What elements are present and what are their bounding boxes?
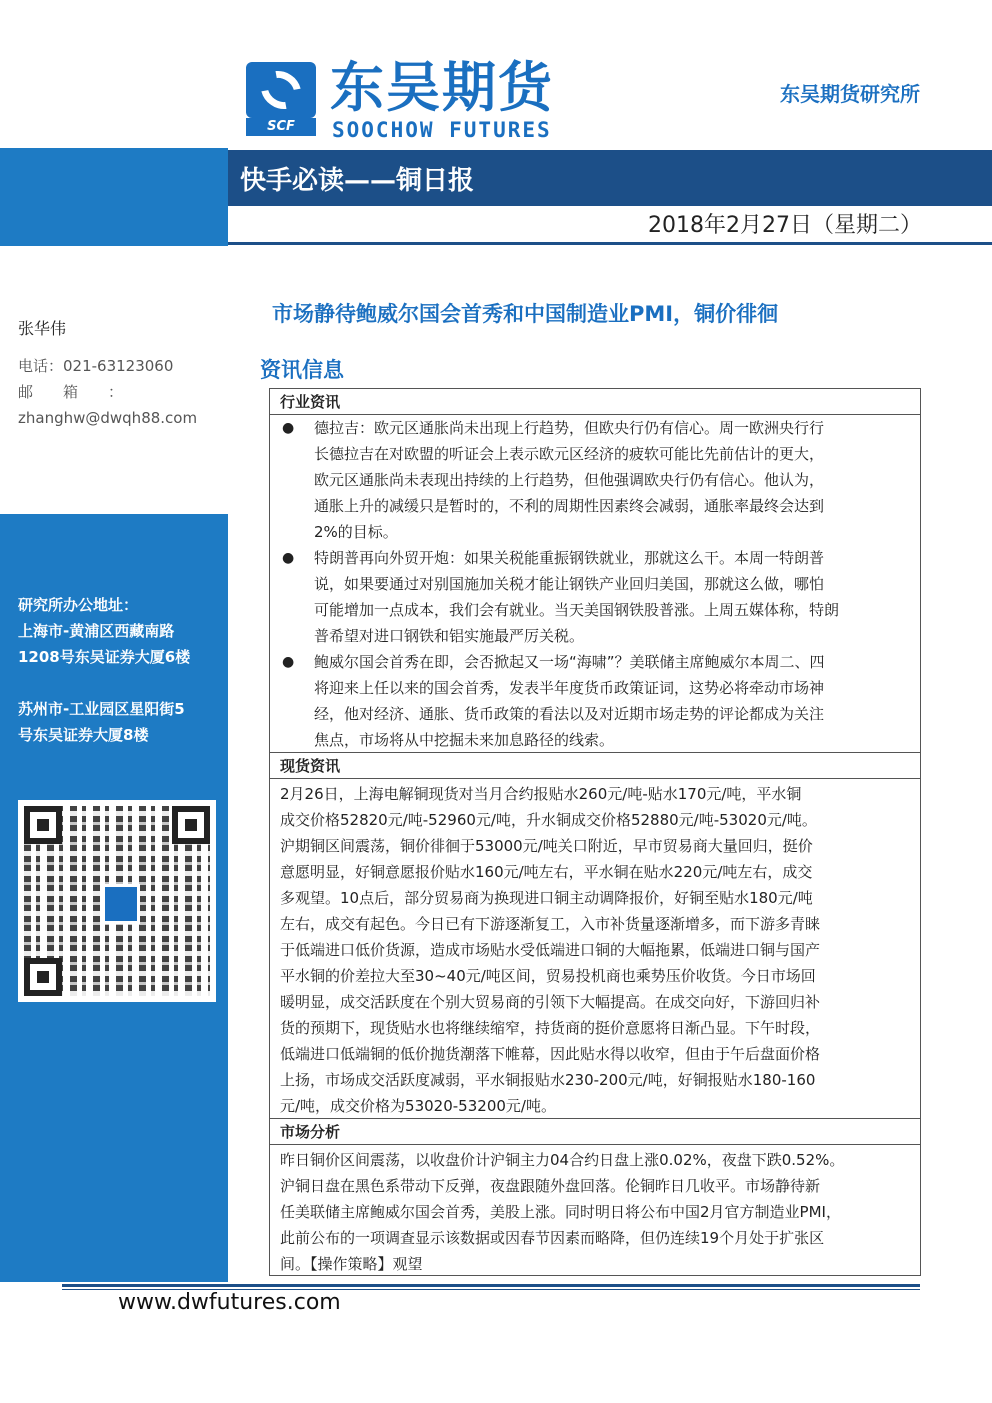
industry-item-line: 2%的目标。 <box>314 523 398 541</box>
industry-item-line: 通胀上升的减缓只是暂时的，不利的周期性因素终会减弱，通胀率最终会达到 <box>314 497 825 515</box>
brand-logo <box>246 56 586 142</box>
date-divider <box>228 242 992 245</box>
scf-logo-icon <box>246 62 316 118</box>
market-line: 昨日铜价区间震荡，以收盘价计沪铜主力04合约日盘上涨0.02%，夜盘下跌0.52%。 <box>280 1151 845 1169</box>
email-label: 邮 箱 ： <box>18 383 124 401</box>
market-line: 任美联储主席鲍威尔国会首秀，美股上涨。同时明日将公布中国2月官方制造业PMI， <box>280 1203 841 1221</box>
spot-line: 货的预期下，现货贴水也将继续缩窄，持货商的挺价意愿将日渐凸显。下午时段， <box>280 1019 821 1037</box>
header-institute: 东吴期货研究所 <box>780 82 920 106</box>
spot-line: 成交价格52820元/吨-52960元/吨，升水铜成交价格52880元/吨-53020元/吨。 <box>280 811 817 829</box>
address1-line1: 上海市-黄浦区西藏南路 <box>18 622 175 640</box>
logo-english: SOOCHOW FUTURES <box>332 118 552 142</box>
industry-item-line: 鲍威尔国会首秀在即，会否掀起又一场“海啸”？美联储主席鲍威尔本周二、四 <box>314 653 825 671</box>
spot-line: 2月26日，上海电解铜现货对当月合约报贴水260元/吨-贴水170元/吨，平水铜 <box>280 785 802 803</box>
industry-item-line: 德拉吉：欧元区通胀尚未出现上行趋势，但欧央行仍有信心。周一欧洲央行行 <box>314 419 825 437</box>
industry-item-line: 可能增加一点成本，我们会有就业。当天美国钢铁股普涨。上周五媒体称，特朗 <box>314 601 840 619</box>
spot-line: 低端进口低端铜的低价抛货潮落下帷幕，因此贴水得以收窄，但由于午后盘面价格 <box>280 1045 821 1063</box>
qr-code-icon <box>18 800 216 1002</box>
analyst-name: 张华伟 <box>18 319 67 338</box>
sidebar-institute: 东吴期货研究所 <box>18 267 137 287</box>
bullet-icon: ● <box>282 550 295 566</box>
analyst-phone: 电话：021-63123060 <box>18 357 174 375</box>
industry-item-line: 焦点，市场将从中挖掘未来加息路径的线索。 <box>314 731 615 749</box>
market-line: 沪铜日盘在黑色系带动下反弹，夜盘跟随外盘回落。伦铜昨日几收平。市场静待新 <box>280 1177 821 1195</box>
spot-line: 于低端进口低价货源，造成市场贴水受低端进口铜的大幅拖累，低端进口铜与国产 <box>280 941 821 959</box>
industry-item-line: 普希望对进口钢铁和铝实施最严厉关税。 <box>314 627 585 645</box>
industry-item-line: 将迎来上任以来的国会首秀，发表半年度货币政策证词，这势必将牵动市场神 <box>314 679 825 697</box>
spot-line: 平水铜的价差拉大至30~40元/吨区间，贸易投机商也乘势压价收货。今日市场回 <box>280 967 816 985</box>
footer-url[interactable]: www.dwfutures.com <box>118 1290 341 1315</box>
spot-line: 意愿明显，好铜意愿报价贴水160元/吨左右，平水铜在贴水220元/吨左右，成交 <box>280 863 813 881</box>
spot-line: 上扬，市场成交活跃度减弱，平水铜报贴水230-200元/吨，好铜报贴水180-160 <box>280 1071 816 1089</box>
report-title: 快手必读——铜日报 <box>240 166 475 196</box>
spot-line: 沪期铜区间震荡，铜价徘徊于53000元/吨关口附近，早市贸易商大量回归，挺价 <box>280 837 813 855</box>
spot-line: 左右，成交有起色。今日已有下游逐渐复工，入市补货量逐渐增多，而下游多青睐 <box>280 915 821 933</box>
risk-warning: 期市有风险，入市需谨慎！ <box>18 480 199 498</box>
industry-item-line: 欧元区通胀尚未表现出持续的上行趋势，但他强调欧央行仍有信心。他认为， <box>314 471 825 489</box>
address2-line1: 苏州市-工业园区星阳街5 <box>18 700 185 718</box>
address2-line2: 号东吴证券大厦8楼 <box>18 726 149 744</box>
bullet-icon: ● <box>282 654 295 670</box>
logo-mark-text: SCF <box>246 118 316 136</box>
footer-divider <box>62 1284 920 1287</box>
address-label: 研究所办公地址： <box>18 596 139 614</box>
analyst-email[interactable]: zhanghw@dwqh88.com <box>18 409 198 427</box>
sidebar-white-top <box>0 0 228 148</box>
spot-line: 多观望。10点后，部分贸易商为换现进口铜主动调降报价，好铜至贴水180元/吨 <box>280 889 813 907</box>
logo-chinese: 东吴期货 <box>330 56 554 119</box>
industry-item-line: 说，如果要通过对别国施加关税才能让钢铁产业回归美国，那就这么做，哪怕 <box>314 575 825 593</box>
spot-line: 元/吨，成交价格为53020-53200元/吨。 <box>280 1097 556 1115</box>
scf-logo-icon <box>102 884 140 924</box>
industry-item-line: 特朗普再向外贸开炮：如果关税能重振钢铁就业，那就这么干。本周一特朗普 <box>314 549 825 567</box>
report-date: 2018年2月27日（星期二） <box>648 213 922 238</box>
report-banner <box>228 150 992 206</box>
bullet-icon: ● <box>282 420 295 436</box>
spot-line: 暖明显，成交活跃度在个别大贸易商的引领下大幅提高。在成交向好，下游回归补 <box>280 993 821 1011</box>
section-title: 资讯信息 <box>260 358 344 382</box>
market-line: 间。【操作策略】观望 <box>280 1255 423 1273</box>
industry-item-line: 经，他对经济、通胀、货币政策的看法以及对近期市场走势的评论都成为关注 <box>314 705 825 723</box>
spot-header: 现货资讯 <box>270 753 920 779</box>
industry-header: 行业资讯 <box>270 389 920 415</box>
industry-item-line: 长德拉吉在对欧盟的听证会上表示欧元区经济的疲软可能比先前估计的更大， <box>314 445 825 463</box>
market-header: 市场分析 <box>270 1119 920 1145</box>
info-table <box>269 388 921 1276</box>
address1-line2: 1208号东吴证券大厦6楼 <box>18 648 191 666</box>
market-line: 此前公布的一项调查显示该数据或因春节因素而略降，但仍连续19个月处于扩张区 <box>280 1229 825 1247</box>
report-headline: 市场静待鲍威尔国会首秀和中国制造业PMI，铜价徘徊 <box>272 302 779 326</box>
